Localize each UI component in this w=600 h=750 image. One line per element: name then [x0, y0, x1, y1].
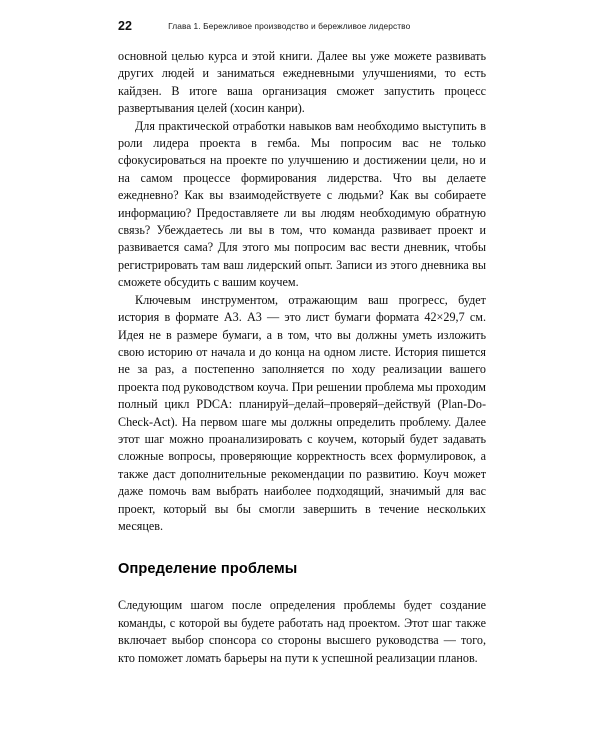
text-column [118, 48, 486, 667]
heading-spacer-below [118, 578, 486, 597]
chapter-running-title: Глава 1. Бережливое производство и бережливое лидерство [168, 21, 411, 31]
section-heading: Определение проблемы [118, 561, 298, 578]
paragraph-4: Следующим шагом после определения проблемы будет создание команды, с которой вы будете работать над проектом. Этот шаг также включает выбор спонсора со стороны высшего руководства — того, кто поможет ломать барьеры на пути к успешной реализации планов. [118, 598, 486, 665]
heading-spacer-above [118, 535, 486, 560]
page-number: 22 [118, 19, 133, 33]
paragraph-3: Ключевым инструментом, отражающим ваш прогресс, будет история в формате А3. А3 — это лист бумаги формата 42×29,7 см. Идея не в размере бумаги, а в том, что вы должны уметь изложить свою историю от начала и до конца на одном листе. История пишется не за раз, а постепенно заполняется по ходу реализации вашего проекта под руководством коуча. При решении проблема мы проходим полный цикл PDCA: планируй–делай–проверяй–действуй (Plan-Do-Check-Act). На первом шаге мы должны определить проблему. Далее этот шаг можно проанализировать с коучем, который будет задавать сложные вопросы, проверяющие корректность всех формулировок, а также даст дополнительные рекомендации по развитию. Коуч может даже помочь вам выбрать наиболее подходящий, значимый для вас проект, который вы бы смогли завершить в течение нескольких месяцев. [118, 292, 486, 533]
running-head [118, 19, 486, 35]
paragraph-1: основной целью курса и этой книги. Далее вы уже можете развивать других людей и заниматься ежедневными улучшениями, то есть кайдзен. В итоге ваша организация сможет запустить процесс развертывания целей (хосин канри). [118, 49, 486, 116]
paragraph-2: Для практической отработки навыков вам необходимо выступить в роли лидера проекта в гемба. Мы попросим вас не только сфокусироваться на проекте по улучшению и достижении цели, но и на самом процессе формирования лидерства. Что вы делаете ежедневно? Как вы взаимодействуете с людьми? Как вы собираете информацию? Предоставляете ли вы людям необходимую обратную связь? Убеждаетесь ли вы в том, что команда развивает проект и развивается сама? Для этого мы попросим вас вести дневник, чтобы регистрировать там ваш лидерский опыт. Записи из этого дневника вы сможете обсудить с вашим коучем. [118, 118, 486, 290]
